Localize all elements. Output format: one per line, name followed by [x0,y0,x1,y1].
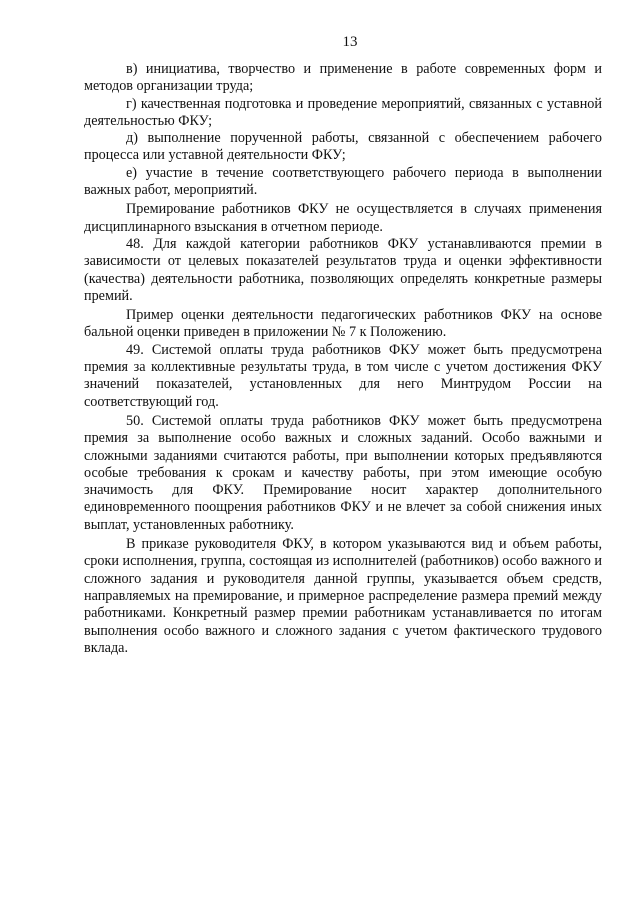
paragraph-50: 50. Системой оплаты труда работников ФКУ может быть предусмотрена премия за выполнение особо важных и сложных заданий. Особо важными и сложными заданиями считаются работы, при выполнении которых предъявляются особые требования к срокам и качеству работы, при этом имеющие особую значимость для ФКУ. Премирование носит характер дополнительного единовременного поощрения работников ФКУ и не влечет за собой снижения иных выплат, установленных работнику. [84,412,602,533]
paragraph-item-v: в) инициатива, творчество и применение в работе современных форм и методов организации труда; [84,61,602,95]
paragraph-no-bonus-condition: Премирование работников ФКУ не осуществляется в случаях применения дисциплинарного взыскания в отчетном периоде. [84,201,602,235]
paragraph-49: 49. Системой оплаты труда работников ФКУ может быть предусмотрена премия за коллективные результаты труда, в том числе с учетом достижения ФКУ значений показателей, установленных для него Минтрудом России на соответствующий год. [84,341,602,410]
paragraph-item-g: г) качественная подготовка и проведение мероприятий, связанных с уставной деятельностью ФКУ; [84,95,602,129]
paragraph-48: 48. Для каждой категории работников ФКУ устанавливаются премии в зависимости от целевых показателей результатов труда и оценки эффективности (качества) деятельности работника, позволяющих определять конкретные размеры премий. [84,235,602,304]
paragraph-item-e: е) участие в течение соответствующего рабочего периода в выполнении важных работ, мероприятий. [84,164,602,199]
paragraph-item-d: д) выполнение порученной работы, связанной с обеспечением рабочего процесса или уставной деятельности ФКУ; [84,130,602,164]
paragraph-director-order: В приказе руководителя ФКУ, в котором указываются вид и объем работы, сроки исполнения, группа, состоящая из исполнителей (работников) особо важного и сложного задания и руководителя данной группы, указывается объем средств, направляемых на премирование, и примерное распределение размера премий между работниками. Конкретный размер премии работникам устанавливается по итогам выполнения особо важного и сложного задания с учетом фактического трудового вклада. [84,536,602,656]
page-number: 13 [342,34,358,50]
paragraph-evaluation-example: Пример оценки деятельности педагогических работников ФКУ на основе бальной оценки приведен в приложении № 7 к Положению. [84,307,602,341]
